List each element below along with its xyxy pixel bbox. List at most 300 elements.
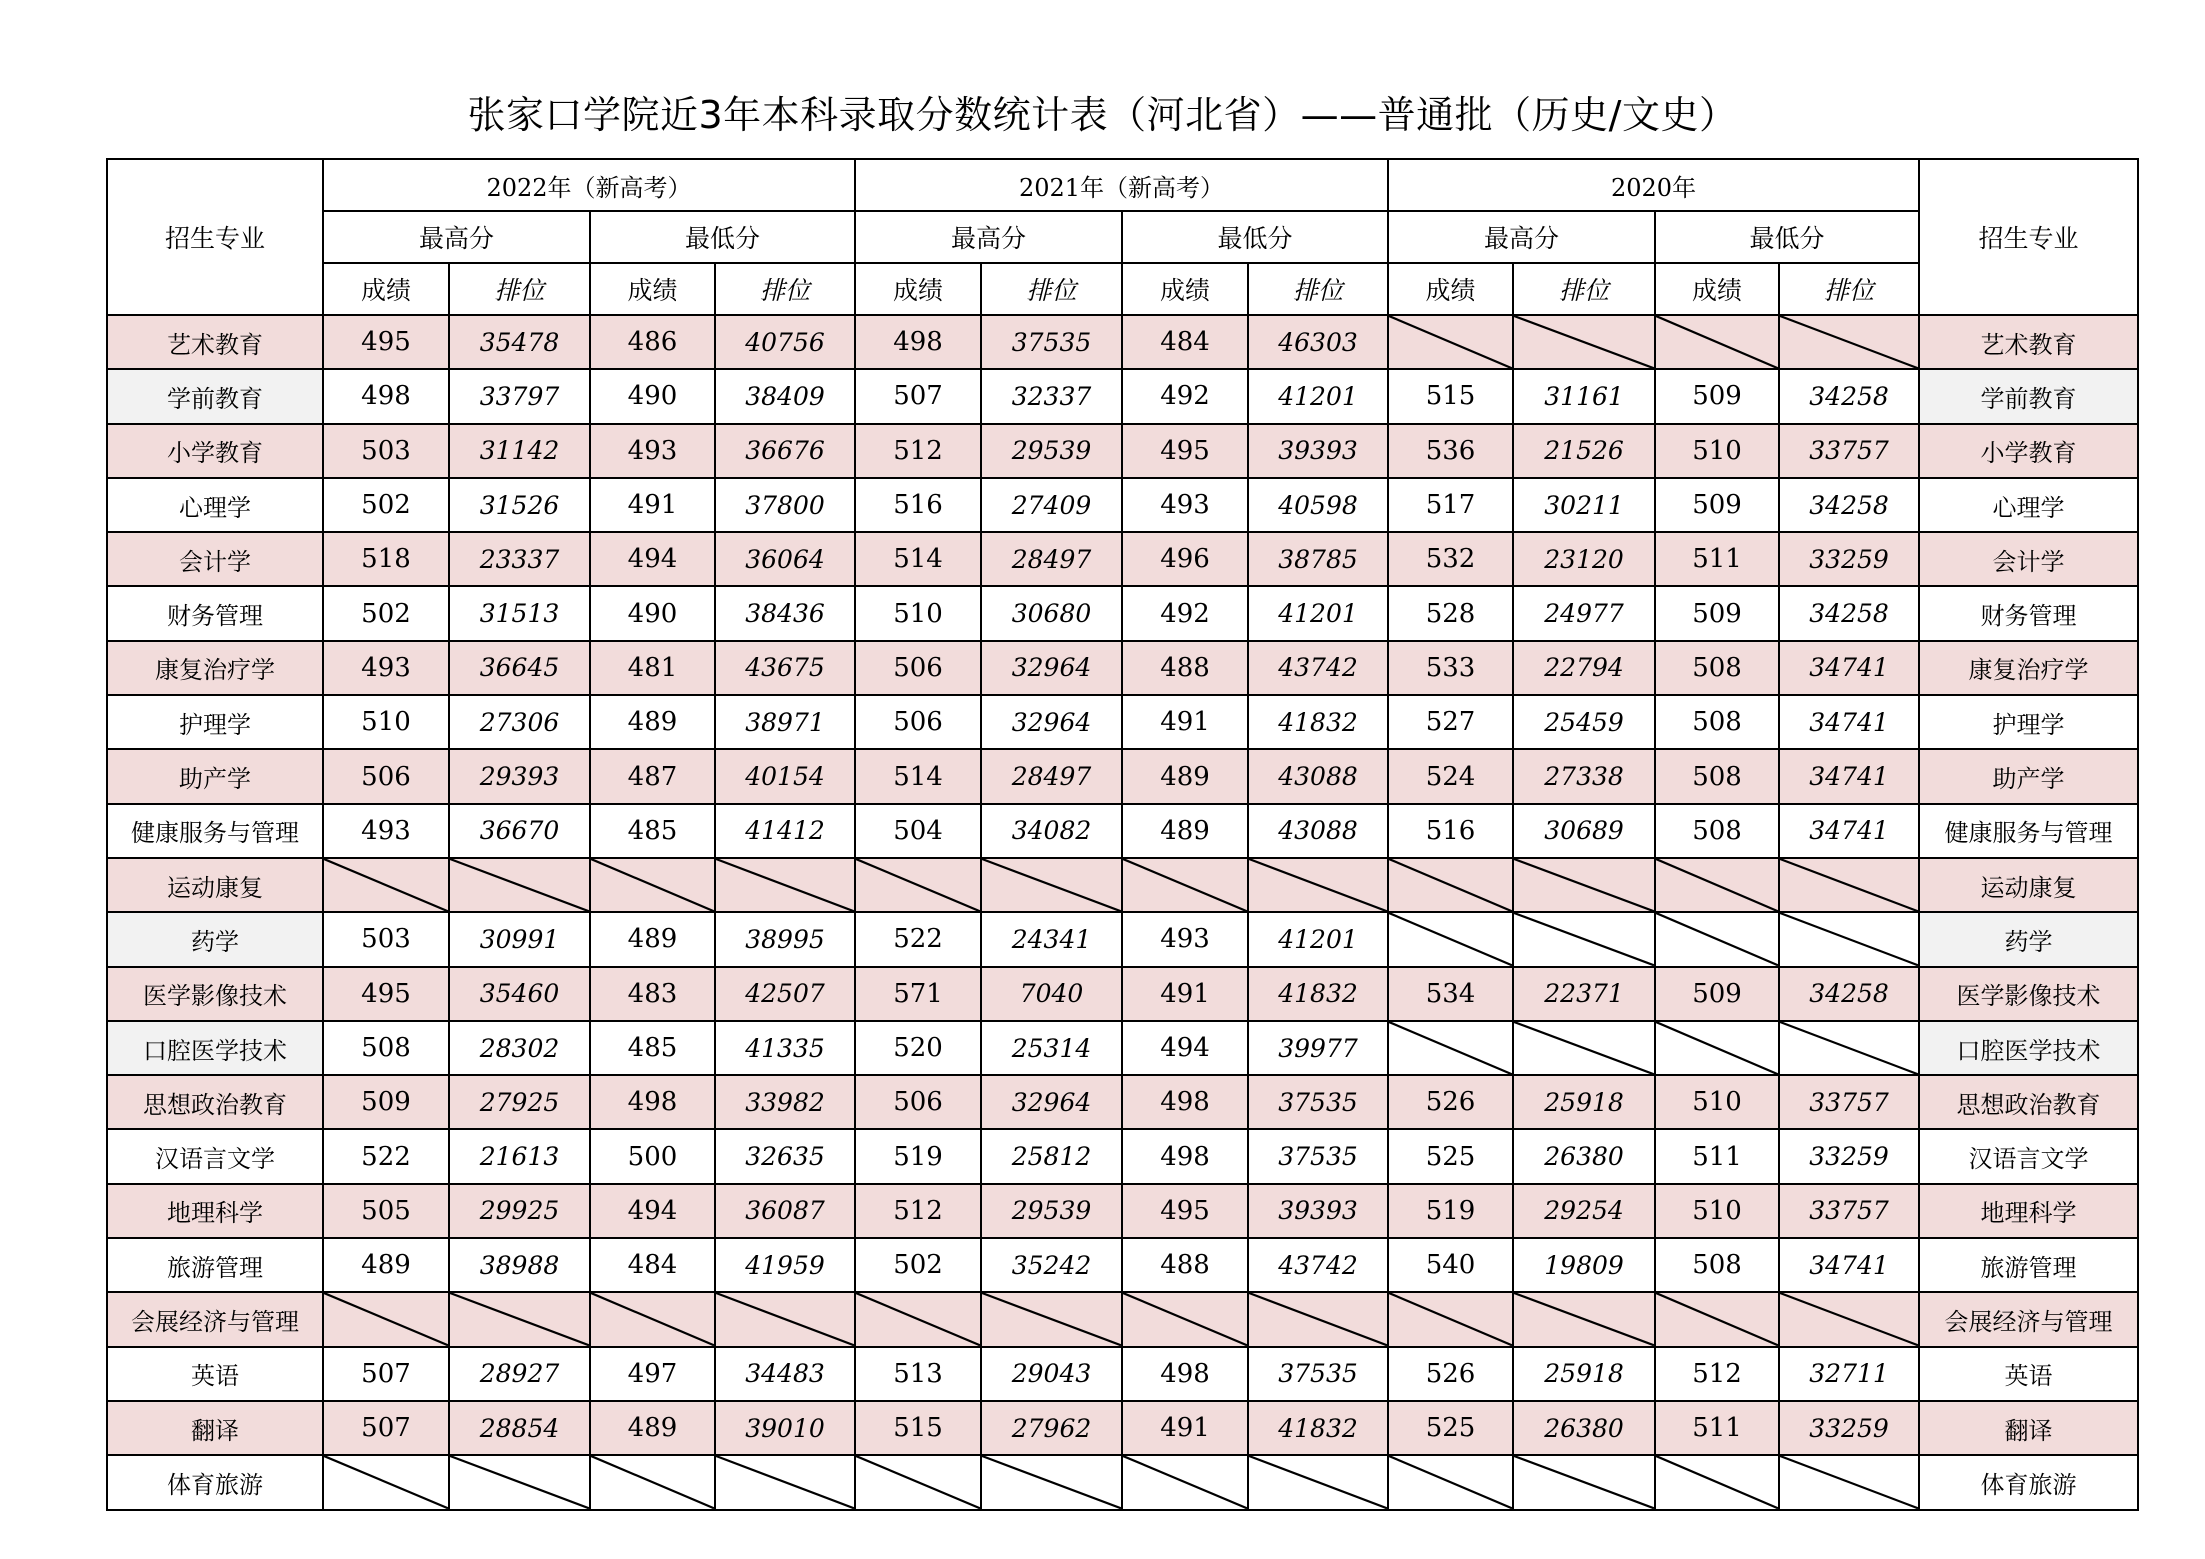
score-cell: 506 bbox=[855, 695, 981, 749]
score-cell: 512 bbox=[855, 424, 981, 478]
diagonal-slash-icon bbox=[1389, 1293, 1512, 1345]
rank-cell: 30689 bbox=[1513, 804, 1655, 858]
diagonal-slash-icon bbox=[716, 1456, 854, 1508]
rank-cell: 39393 bbox=[1248, 424, 1388, 478]
score-cell: 494 bbox=[1122, 1021, 1248, 1075]
empty-diagonal-cell bbox=[1513, 1455, 1655, 1509]
empty-diagonal-cell bbox=[1779, 858, 1919, 912]
score-cell: 485 bbox=[590, 804, 715, 858]
empty-diagonal-cell bbox=[715, 858, 855, 912]
rank-cell: 29393 bbox=[449, 749, 590, 803]
rank-cell: 32635 bbox=[715, 1129, 855, 1183]
score-cell: 514 bbox=[855, 749, 981, 803]
major-name-right: 健康服务与管理 bbox=[1919, 804, 2138, 858]
empty-diagonal-cell bbox=[449, 858, 590, 912]
rank-cell: 36645 bbox=[449, 641, 590, 695]
rank-cell: 31513 bbox=[449, 586, 590, 640]
empty-diagonal-cell bbox=[981, 858, 1122, 912]
score-cell: 493 bbox=[323, 804, 449, 858]
rank-cell: 33757 bbox=[1779, 1184, 1919, 1238]
score-cell: 507 bbox=[323, 1401, 449, 1455]
diagonal-slash-icon bbox=[1780, 316, 1918, 368]
score-cell: 522 bbox=[855, 912, 981, 966]
score-cell: 525 bbox=[1388, 1129, 1513, 1183]
diagonal-slash-icon bbox=[982, 1456, 1121, 1508]
rank-cell: 33982 bbox=[715, 1075, 855, 1129]
rank-cell: 41832 bbox=[1248, 695, 1388, 749]
rank-cell: 29539 bbox=[981, 424, 1122, 478]
major-name-left: 英语 bbox=[107, 1347, 323, 1401]
group-header-max: 最高分 bbox=[855, 211, 1122, 263]
sub-header-rank: 排位 bbox=[1248, 263, 1388, 315]
score-cell: 498 bbox=[323, 369, 449, 423]
score-cell: 494 bbox=[590, 532, 715, 586]
rank-cell: 22794 bbox=[1513, 641, 1655, 695]
major-name-left: 学前教育 bbox=[107, 369, 323, 423]
empty-diagonal-cell bbox=[590, 1292, 715, 1346]
score-cell: 502 bbox=[323, 478, 449, 532]
major-name-left: 艺术教育 bbox=[107, 315, 323, 369]
score-cell: 509 bbox=[1655, 586, 1779, 640]
major-name-left: 健康服务与管理 bbox=[107, 804, 323, 858]
empty-diagonal-cell bbox=[1513, 912, 1655, 966]
rank-cell: 30211 bbox=[1513, 478, 1655, 532]
score-cell: 489 bbox=[590, 695, 715, 749]
empty-diagonal-cell bbox=[1513, 315, 1655, 369]
empty-diagonal-cell bbox=[1655, 1292, 1779, 1346]
empty-diagonal-cell bbox=[981, 1292, 1122, 1346]
rank-cell: 41832 bbox=[1248, 1401, 1388, 1455]
year-header-2021: 2021年（新高考） bbox=[855, 159, 1388, 211]
empty-diagonal-cell bbox=[981, 1455, 1122, 1509]
table-row bbox=[107, 369, 2138, 423]
rank-cell: 38971 bbox=[715, 695, 855, 749]
rank-cell: 28927 bbox=[449, 1347, 590, 1401]
table-row bbox=[107, 641, 2138, 695]
major-name-right: 心理学 bbox=[1919, 478, 2138, 532]
rank-cell: 36064 bbox=[715, 532, 855, 586]
score-cell: 528 bbox=[1388, 586, 1513, 640]
major-name-left: 汉语言文学 bbox=[107, 1129, 323, 1183]
score-cell: 508 bbox=[323, 1021, 449, 1075]
year-header-2020: 2020年 bbox=[1388, 159, 1919, 211]
table-row bbox=[107, 1075, 2138, 1129]
diagonal-slash-icon bbox=[1780, 913, 1918, 965]
diagonal-slash-icon bbox=[856, 1456, 980, 1508]
sub-header-rank: 排位 bbox=[1513, 263, 1655, 315]
rank-cell: 38988 bbox=[449, 1238, 590, 1292]
rank-cell: 41201 bbox=[1248, 586, 1388, 640]
major-name-left: 医学影像技术 bbox=[107, 967, 323, 1021]
empty-diagonal-cell bbox=[323, 1292, 449, 1346]
diagonal-slash-icon bbox=[716, 1293, 854, 1345]
empty-diagonal-cell bbox=[1655, 1455, 1779, 1509]
score-cell: 486 bbox=[590, 315, 715, 369]
rank-cell: 29254 bbox=[1513, 1184, 1655, 1238]
major-name-right: 助产学 bbox=[1919, 749, 2138, 803]
score-cell: 487 bbox=[590, 749, 715, 803]
rank-cell: 27338 bbox=[1513, 749, 1655, 803]
empty-diagonal-cell bbox=[1388, 912, 1513, 966]
rank-cell: 28497 bbox=[981, 532, 1122, 586]
major-name-right: 思想政治教育 bbox=[1919, 1075, 2138, 1129]
score-cell: 508 bbox=[1655, 641, 1779, 695]
diagonal-slash-icon bbox=[1389, 859, 1512, 911]
empty-diagonal-cell bbox=[1513, 1021, 1655, 1075]
table-row bbox=[107, 749, 2138, 803]
score-cell: 489 bbox=[590, 912, 715, 966]
rank-cell: 33757 bbox=[1779, 424, 1919, 478]
table-row bbox=[107, 912, 2138, 966]
major-name-right: 学前教育 bbox=[1919, 369, 2138, 423]
score-cell: 510 bbox=[1655, 1075, 1779, 1129]
rank-cell: 25459 bbox=[1513, 695, 1655, 749]
rank-cell: 28497 bbox=[981, 749, 1122, 803]
rank-cell: 36087 bbox=[715, 1184, 855, 1238]
rank-cell: 33757 bbox=[1779, 1075, 1919, 1129]
rank-cell: 28302 bbox=[449, 1021, 590, 1075]
rank-cell: 41832 bbox=[1248, 967, 1388, 1021]
rank-cell: 41959 bbox=[715, 1238, 855, 1292]
score-cell: 510 bbox=[1655, 424, 1779, 478]
rank-cell: 34258 bbox=[1779, 586, 1919, 640]
rank-cell: 46303 bbox=[1248, 315, 1388, 369]
major-name-right: 旅游管理 bbox=[1919, 1238, 2138, 1292]
rank-cell: 38409 bbox=[715, 369, 855, 423]
score-cell: 509 bbox=[1655, 369, 1779, 423]
diagonal-slash-icon bbox=[1514, 1456, 1654, 1508]
score-cell: 491 bbox=[1122, 967, 1248, 1021]
diagonal-slash-icon bbox=[324, 859, 448, 911]
major-name-right: 会展经济与管理 bbox=[1919, 1292, 2138, 1346]
rank-cell: 25918 bbox=[1513, 1347, 1655, 1401]
year-header-2022: 2022年（新高考） bbox=[323, 159, 855, 211]
major-name-right: 小学教育 bbox=[1919, 424, 2138, 478]
rank-cell: 34741 bbox=[1779, 804, 1919, 858]
score-cell: 516 bbox=[1388, 804, 1513, 858]
diagonal-slash-icon bbox=[450, 1456, 589, 1508]
empty-diagonal-cell bbox=[1122, 1455, 1248, 1509]
empty-diagonal-cell bbox=[590, 1455, 715, 1509]
score-cell: 526 bbox=[1388, 1075, 1513, 1129]
sub-header-score: 成绩 bbox=[1655, 263, 1779, 315]
score-cell: 518 bbox=[323, 532, 449, 586]
score-cell: 498 bbox=[1122, 1129, 1248, 1183]
major-name-right: 护理学 bbox=[1919, 695, 2138, 749]
rank-cell: 43675 bbox=[715, 641, 855, 695]
diagonal-slash-icon bbox=[856, 1293, 980, 1345]
score-cell: 522 bbox=[323, 1129, 449, 1183]
score-cell: 490 bbox=[590, 369, 715, 423]
group-header-max: 最高分 bbox=[1388, 211, 1655, 263]
diagonal-slash-icon bbox=[591, 1456, 714, 1508]
major-name-left: 心理学 bbox=[107, 478, 323, 532]
diagonal-slash-icon bbox=[1780, 1456, 1918, 1508]
score-cell: 513 bbox=[855, 1347, 981, 1401]
major-name-left: 体育旅游 bbox=[107, 1455, 323, 1509]
major-name-right: 财务管理 bbox=[1919, 586, 2138, 640]
sub-header-score: 成绩 bbox=[323, 263, 449, 315]
rank-cell: 24977 bbox=[1513, 586, 1655, 640]
score-cell: 507 bbox=[855, 369, 981, 423]
major-name-right: 药学 bbox=[1919, 912, 2138, 966]
rank-cell: 40756 bbox=[715, 315, 855, 369]
major-name-left: 翻译 bbox=[107, 1401, 323, 1455]
diagonal-slash-icon bbox=[1656, 859, 1778, 911]
score-cell: 493 bbox=[590, 424, 715, 478]
major-name-right: 医学影像技术 bbox=[1919, 967, 2138, 1021]
score-cell: 503 bbox=[323, 912, 449, 966]
score-cell: 511 bbox=[1655, 1129, 1779, 1183]
rank-cell: 40598 bbox=[1248, 478, 1388, 532]
score-cell: 516 bbox=[855, 478, 981, 532]
score-cell: 498 bbox=[590, 1075, 715, 1129]
rank-cell: 28854 bbox=[449, 1401, 590, 1455]
rank-cell: 30991 bbox=[449, 912, 590, 966]
score-cell: 506 bbox=[855, 1075, 981, 1129]
major-name-right: 英语 bbox=[1919, 1347, 2138, 1401]
rank-cell: 42507 bbox=[715, 967, 855, 1021]
rank-cell: 32964 bbox=[981, 695, 1122, 749]
rank-cell: 32964 bbox=[981, 641, 1122, 695]
rank-cell: 31526 bbox=[449, 478, 590, 532]
rank-cell: 33259 bbox=[1779, 1129, 1919, 1183]
score-cell: 492 bbox=[1122, 586, 1248, 640]
table-header bbox=[107, 159, 2138, 315]
score-cell: 511 bbox=[1655, 1401, 1779, 1455]
diagonal-slash-icon bbox=[591, 859, 714, 911]
score-cell: 508 bbox=[1655, 1238, 1779, 1292]
rank-cell: 30680 bbox=[981, 586, 1122, 640]
table-row bbox=[107, 804, 2138, 858]
score-cell: 481 bbox=[590, 641, 715, 695]
major-name-left: 财务管理 bbox=[107, 586, 323, 640]
score-cell: 485 bbox=[590, 1021, 715, 1075]
rank-cell: 41201 bbox=[1248, 912, 1388, 966]
score-cell: 484 bbox=[1122, 315, 1248, 369]
rank-cell: 34258 bbox=[1779, 369, 1919, 423]
score-cell: 508 bbox=[1655, 695, 1779, 749]
score-cell: 509 bbox=[1655, 967, 1779, 1021]
score-cell: 508 bbox=[1655, 804, 1779, 858]
rank-cell: 21526 bbox=[1513, 424, 1655, 478]
empty-diagonal-cell bbox=[715, 1455, 855, 1509]
empty-diagonal-cell bbox=[855, 1455, 981, 1509]
rank-cell: 43742 bbox=[1248, 1238, 1388, 1292]
rank-cell: 32964 bbox=[981, 1075, 1122, 1129]
rank-cell: 29043 bbox=[981, 1347, 1122, 1401]
rank-cell: 21613 bbox=[449, 1129, 590, 1183]
score-cell: 495 bbox=[323, 315, 449, 369]
major-name-left: 康复治疗学 bbox=[107, 641, 323, 695]
score-cell: 508 bbox=[1655, 749, 1779, 803]
diagonal-slash-icon bbox=[1389, 913, 1512, 965]
rank-cell: 19809 bbox=[1513, 1238, 1655, 1292]
diagonal-slash-icon bbox=[716, 859, 854, 911]
empty-diagonal-cell bbox=[1779, 1021, 1919, 1075]
rank-cell: 34082 bbox=[981, 804, 1122, 858]
major-name-left: 助产学 bbox=[107, 749, 323, 803]
score-cell: 526 bbox=[1388, 1347, 1513, 1401]
score-cell: 515 bbox=[855, 1401, 981, 1455]
score-cell: 533 bbox=[1388, 641, 1513, 695]
score-cell: 491 bbox=[1122, 1401, 1248, 1455]
group-header-min: 最低分 bbox=[590, 211, 855, 263]
sub-header-score: 成绩 bbox=[1388, 263, 1513, 315]
diagonal-slash-icon bbox=[1514, 1022, 1654, 1074]
score-cell: 489 bbox=[323, 1238, 449, 1292]
score-cell: 493 bbox=[1122, 478, 1248, 532]
rank-cell: 25812 bbox=[981, 1129, 1122, 1183]
rank-cell: 40154 bbox=[715, 749, 855, 803]
score-cell: 527 bbox=[1388, 695, 1513, 749]
diagonal-slash-icon bbox=[1780, 1293, 1918, 1345]
rank-cell: 34741 bbox=[1779, 1238, 1919, 1292]
empty-diagonal-cell bbox=[1655, 315, 1779, 369]
score-cell: 506 bbox=[855, 641, 981, 695]
score-cell: 515 bbox=[1388, 369, 1513, 423]
rank-cell: 25314 bbox=[981, 1021, 1122, 1075]
diagonal-slash-icon bbox=[856, 859, 980, 911]
major-name-right: 汉语言文学 bbox=[1919, 1129, 2138, 1183]
score-cell: 484 bbox=[590, 1238, 715, 1292]
rank-cell: 38995 bbox=[715, 912, 855, 966]
score-cell: 495 bbox=[1122, 424, 1248, 478]
diagonal-slash-icon bbox=[1656, 1293, 1778, 1345]
group-header-min: 最低分 bbox=[1655, 211, 1919, 263]
empty-diagonal-cell bbox=[1122, 1292, 1248, 1346]
score-cell: 511 bbox=[1655, 532, 1779, 586]
empty-diagonal-cell bbox=[1513, 1292, 1655, 1346]
rank-cell: 32337 bbox=[981, 369, 1122, 423]
page-title: 张家口学院近3年本科录取分数统计表（河北省）——普通批（历史/文史） bbox=[467, 93, 1738, 137]
rank-cell: 26380 bbox=[1513, 1129, 1655, 1183]
major-name-right: 口腔医学技术 bbox=[1919, 1021, 2138, 1075]
empty-diagonal-cell bbox=[1779, 315, 1919, 369]
rank-cell: 33259 bbox=[1779, 532, 1919, 586]
score-cell: 491 bbox=[1122, 695, 1248, 749]
score-cell: 524 bbox=[1388, 749, 1513, 803]
score-cell: 495 bbox=[1122, 1184, 1248, 1238]
diagonal-slash-icon bbox=[982, 1293, 1121, 1345]
diagonal-slash-icon bbox=[1514, 316, 1654, 368]
major-name-right: 会计学 bbox=[1919, 532, 2138, 586]
score-cell: 505 bbox=[323, 1184, 449, 1238]
score-cell: 497 bbox=[590, 1347, 715, 1401]
empty-diagonal-cell bbox=[1388, 1455, 1513, 1509]
table-row bbox=[107, 1238, 2138, 1292]
score-cell: 494 bbox=[590, 1184, 715, 1238]
rank-cell: 31142 bbox=[449, 424, 590, 478]
rank-cell: 33797 bbox=[449, 369, 590, 423]
empty-diagonal-cell bbox=[1779, 912, 1919, 966]
rank-cell: 39393 bbox=[1248, 1184, 1388, 1238]
empty-diagonal-cell bbox=[1779, 1292, 1919, 1346]
rank-cell: 34483 bbox=[715, 1347, 855, 1401]
rank-cell: 34741 bbox=[1779, 641, 1919, 695]
empty-diagonal-cell bbox=[1248, 1455, 1388, 1509]
rank-cell: 29925 bbox=[449, 1184, 590, 1238]
score-cell: 503 bbox=[323, 424, 449, 478]
rank-cell: 35478 bbox=[449, 315, 590, 369]
table-row bbox=[107, 424, 2138, 478]
empty-diagonal-cell bbox=[1388, 858, 1513, 912]
score-cell: 493 bbox=[323, 641, 449, 695]
empty-diagonal-cell bbox=[590, 858, 715, 912]
empty-diagonal-cell bbox=[855, 858, 981, 912]
major-name-right: 体育旅游 bbox=[1919, 1455, 2138, 1509]
major-name-left: 药学 bbox=[107, 912, 323, 966]
empty-diagonal-cell bbox=[449, 1455, 590, 1509]
table-body bbox=[107, 315, 2138, 1510]
score-cell: 506 bbox=[323, 749, 449, 803]
score-cell: 517 bbox=[1388, 478, 1513, 532]
table-row bbox=[107, 1021, 2138, 1075]
score-cell: 502 bbox=[323, 586, 449, 640]
score-cell: 512 bbox=[855, 1184, 981, 1238]
table-row bbox=[107, 532, 2138, 586]
rank-cell: 26380 bbox=[1513, 1401, 1655, 1455]
diagonal-slash-icon bbox=[1389, 1456, 1512, 1508]
rank-cell: 25918 bbox=[1513, 1075, 1655, 1129]
rank-cell: 39977 bbox=[1248, 1021, 1388, 1075]
major-name-right: 翻译 bbox=[1919, 1401, 2138, 1455]
rank-cell: 34741 bbox=[1779, 749, 1919, 803]
score-cell: 500 bbox=[590, 1129, 715, 1183]
major-name-left: 口腔医学技术 bbox=[107, 1021, 323, 1075]
admission-score-table bbox=[106, 158, 2139, 1511]
rank-cell: 36676 bbox=[715, 424, 855, 478]
rank-cell: 36670 bbox=[449, 804, 590, 858]
rank-cell: 43088 bbox=[1248, 749, 1388, 803]
major-column-header-right: 招生专业 bbox=[1919, 159, 2138, 315]
diagonal-slash-icon bbox=[1780, 1022, 1918, 1074]
table-row bbox=[107, 967, 2138, 1021]
major-name-left: 会计学 bbox=[107, 532, 323, 586]
diagonal-slash-icon bbox=[450, 859, 589, 911]
sub-header-rank: 排位 bbox=[449, 263, 590, 315]
major-name-left: 旅游管理 bbox=[107, 1238, 323, 1292]
rank-cell: 34741 bbox=[1779, 695, 1919, 749]
major-name-right: 运动康复 bbox=[1919, 858, 2138, 912]
major-name-left: 护理学 bbox=[107, 695, 323, 749]
score-cell: 498 bbox=[1122, 1075, 1248, 1129]
empty-diagonal-cell bbox=[1779, 1455, 1919, 1509]
diagonal-slash-icon bbox=[1123, 859, 1247, 911]
table-row bbox=[107, 1292, 2138, 1346]
diagonal-slash-icon bbox=[1656, 913, 1778, 965]
score-cell: 488 bbox=[1122, 1238, 1248, 1292]
score-cell: 532 bbox=[1388, 532, 1513, 586]
diagonal-slash-icon bbox=[1656, 316, 1778, 368]
table-row bbox=[107, 1401, 2138, 1455]
major-name-left: 会展经济与管理 bbox=[107, 1292, 323, 1346]
rank-cell: 38785 bbox=[1248, 532, 1388, 586]
rank-cell: 43742 bbox=[1248, 641, 1388, 695]
major-column-header-left: 招生专业 bbox=[107, 159, 323, 315]
rank-cell: 34258 bbox=[1779, 478, 1919, 532]
score-cell: 491 bbox=[590, 478, 715, 532]
diagonal-slash-icon bbox=[1123, 1293, 1247, 1345]
major-name-left: 思想政治教育 bbox=[107, 1075, 323, 1129]
empty-diagonal-cell bbox=[1388, 1292, 1513, 1346]
score-cell: 488 bbox=[1122, 641, 1248, 695]
score-cell: 489 bbox=[1122, 804, 1248, 858]
score-cell: 510 bbox=[323, 695, 449, 749]
rank-cell: 27409 bbox=[981, 478, 1122, 532]
group-header-min: 最低分 bbox=[1122, 211, 1388, 263]
score-cell: 509 bbox=[1655, 478, 1779, 532]
